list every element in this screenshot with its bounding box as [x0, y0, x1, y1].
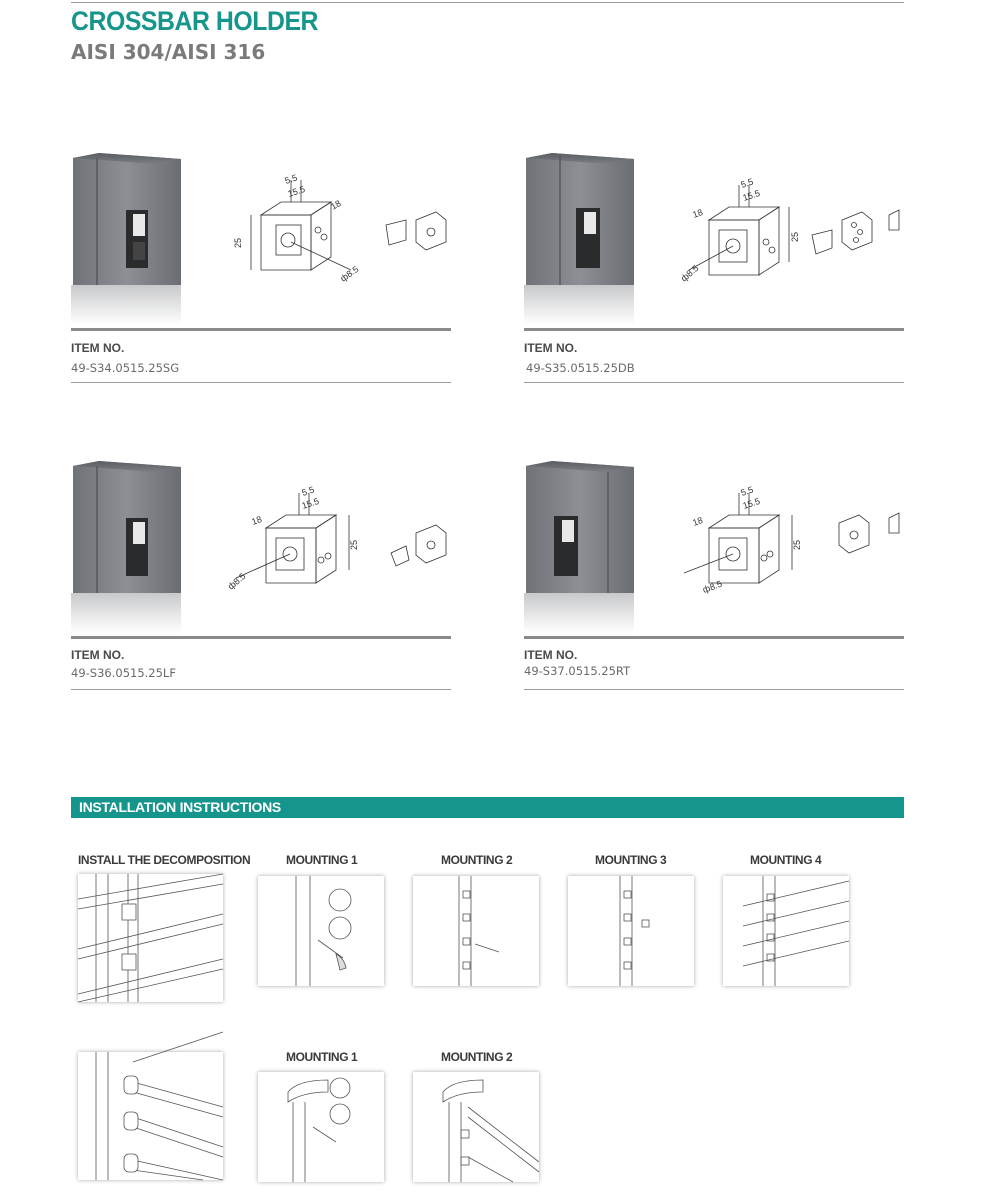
installation-banner — [71, 797, 904, 818]
step-image-row2-mounting-1 — [258, 1072, 384, 1182]
svg-text:25: 25 — [792, 539, 802, 550]
svg-text:25: 25 — [349, 539, 359, 550]
top-rule — [71, 2, 904, 3]
item-number: 49-S34.0515.25SG — [71, 361, 180, 375]
svg-text:18: 18 — [250, 514, 264, 527]
step-label: INSTALL THE DECOMPOSITION — [78, 853, 251, 867]
item-label: ITEM NO. — [71, 648, 125, 662]
svg-text:ф8.5: ф8.5 — [678, 263, 701, 284]
product-card — [524, 458, 904, 698]
step-label: MOUNTING 1 — [286, 853, 358, 867]
product-card — [524, 150, 904, 390]
item-number: 49-S35.0515.25DB — [526, 361, 635, 375]
item-underline — [71, 382, 451, 383]
product-card — [71, 458, 451, 698]
svg-text:5.5: 5.5 — [739, 484, 755, 498]
step-image-decomposition — [78, 874, 223, 1002]
item-label: ITEM NO. — [524, 648, 578, 662]
svg-text:18: 18 — [691, 207, 705, 220]
product-card — [71, 150, 451, 390]
technical-drawing — [684, 478, 904, 603]
svg-text:18: 18 — [691, 515, 705, 528]
item-number: 49-S36.0515.25LF — [71, 666, 176, 680]
banner-title: INSTALLATION INSTRUCTIONS — [79, 799, 281, 815]
svg-text:15.5: 15.5 — [741, 187, 762, 203]
svg-text:ф8.5: ф8.5 — [225, 571, 248, 592]
item-number: 49-S37.0515.25RT — [524, 664, 631, 678]
step-label: MOUNTING 2 — [441, 1050, 513, 1064]
item-rule — [524, 328, 904, 331]
svg-text:15.5: 15.5 — [741, 495, 762, 511]
item-label: ITEM NO. — [524, 341, 578, 355]
item-rule — [71, 328, 451, 331]
svg-text:5.5: 5.5 — [300, 484, 316, 498]
product-photo — [71, 458, 186, 633]
dim-b: 15.5 — [286, 183, 307, 199]
svg-text:5.5: 5.5 — [739, 176, 755, 190]
step-label: MOUNTING 4 — [750, 853, 822, 867]
dim-h: 25 — [233, 237, 243, 248]
step-image-mounting-1 — [258, 876, 384, 986]
item-rule — [71, 636, 451, 639]
item-underline — [524, 382, 904, 383]
step-label: MOUNTING 1 — [286, 1050, 358, 1064]
product-photo — [524, 150, 639, 325]
product-photo — [71, 150, 186, 325]
step-label: MOUNTING 2 — [441, 853, 513, 867]
item-underline — [71, 689, 451, 690]
step-image-mounting-2 — [413, 876, 539, 986]
item-underline — [524, 689, 904, 690]
step-image-row2-mounting-2 — [413, 1072, 539, 1182]
item-rule — [524, 636, 904, 639]
step-image-mounting-3 — [568, 876, 694, 986]
step-image-decomposition-2 — [78, 1052, 223, 1180]
svg-text:ф8.5: ф8.5 — [701, 578, 724, 595]
technical-drawing — [231, 170, 451, 295]
step-label: MOUNTING 3 — [595, 853, 667, 867]
step-image-mounting-4 — [723, 876, 849, 986]
item-label: ITEM NO. — [71, 341, 125, 355]
svg-text:25: 25 — [790, 231, 800, 242]
product-photo — [524, 458, 639, 633]
dim-c: 18 — [329, 198, 343, 212]
page-title: CROSSBAR HOLDER — [71, 6, 319, 36]
svg-text:15.5: 15.5 — [300, 495, 321, 511]
technical-drawing — [225, 478, 451, 603]
page-subtitle: AISI 304/AISI 316 — [71, 40, 266, 64]
dim-a: 5.5 — [283, 172, 299, 186]
dim-d: ф8.5 — [338, 264, 361, 284]
technical-drawing — [678, 170, 904, 295]
